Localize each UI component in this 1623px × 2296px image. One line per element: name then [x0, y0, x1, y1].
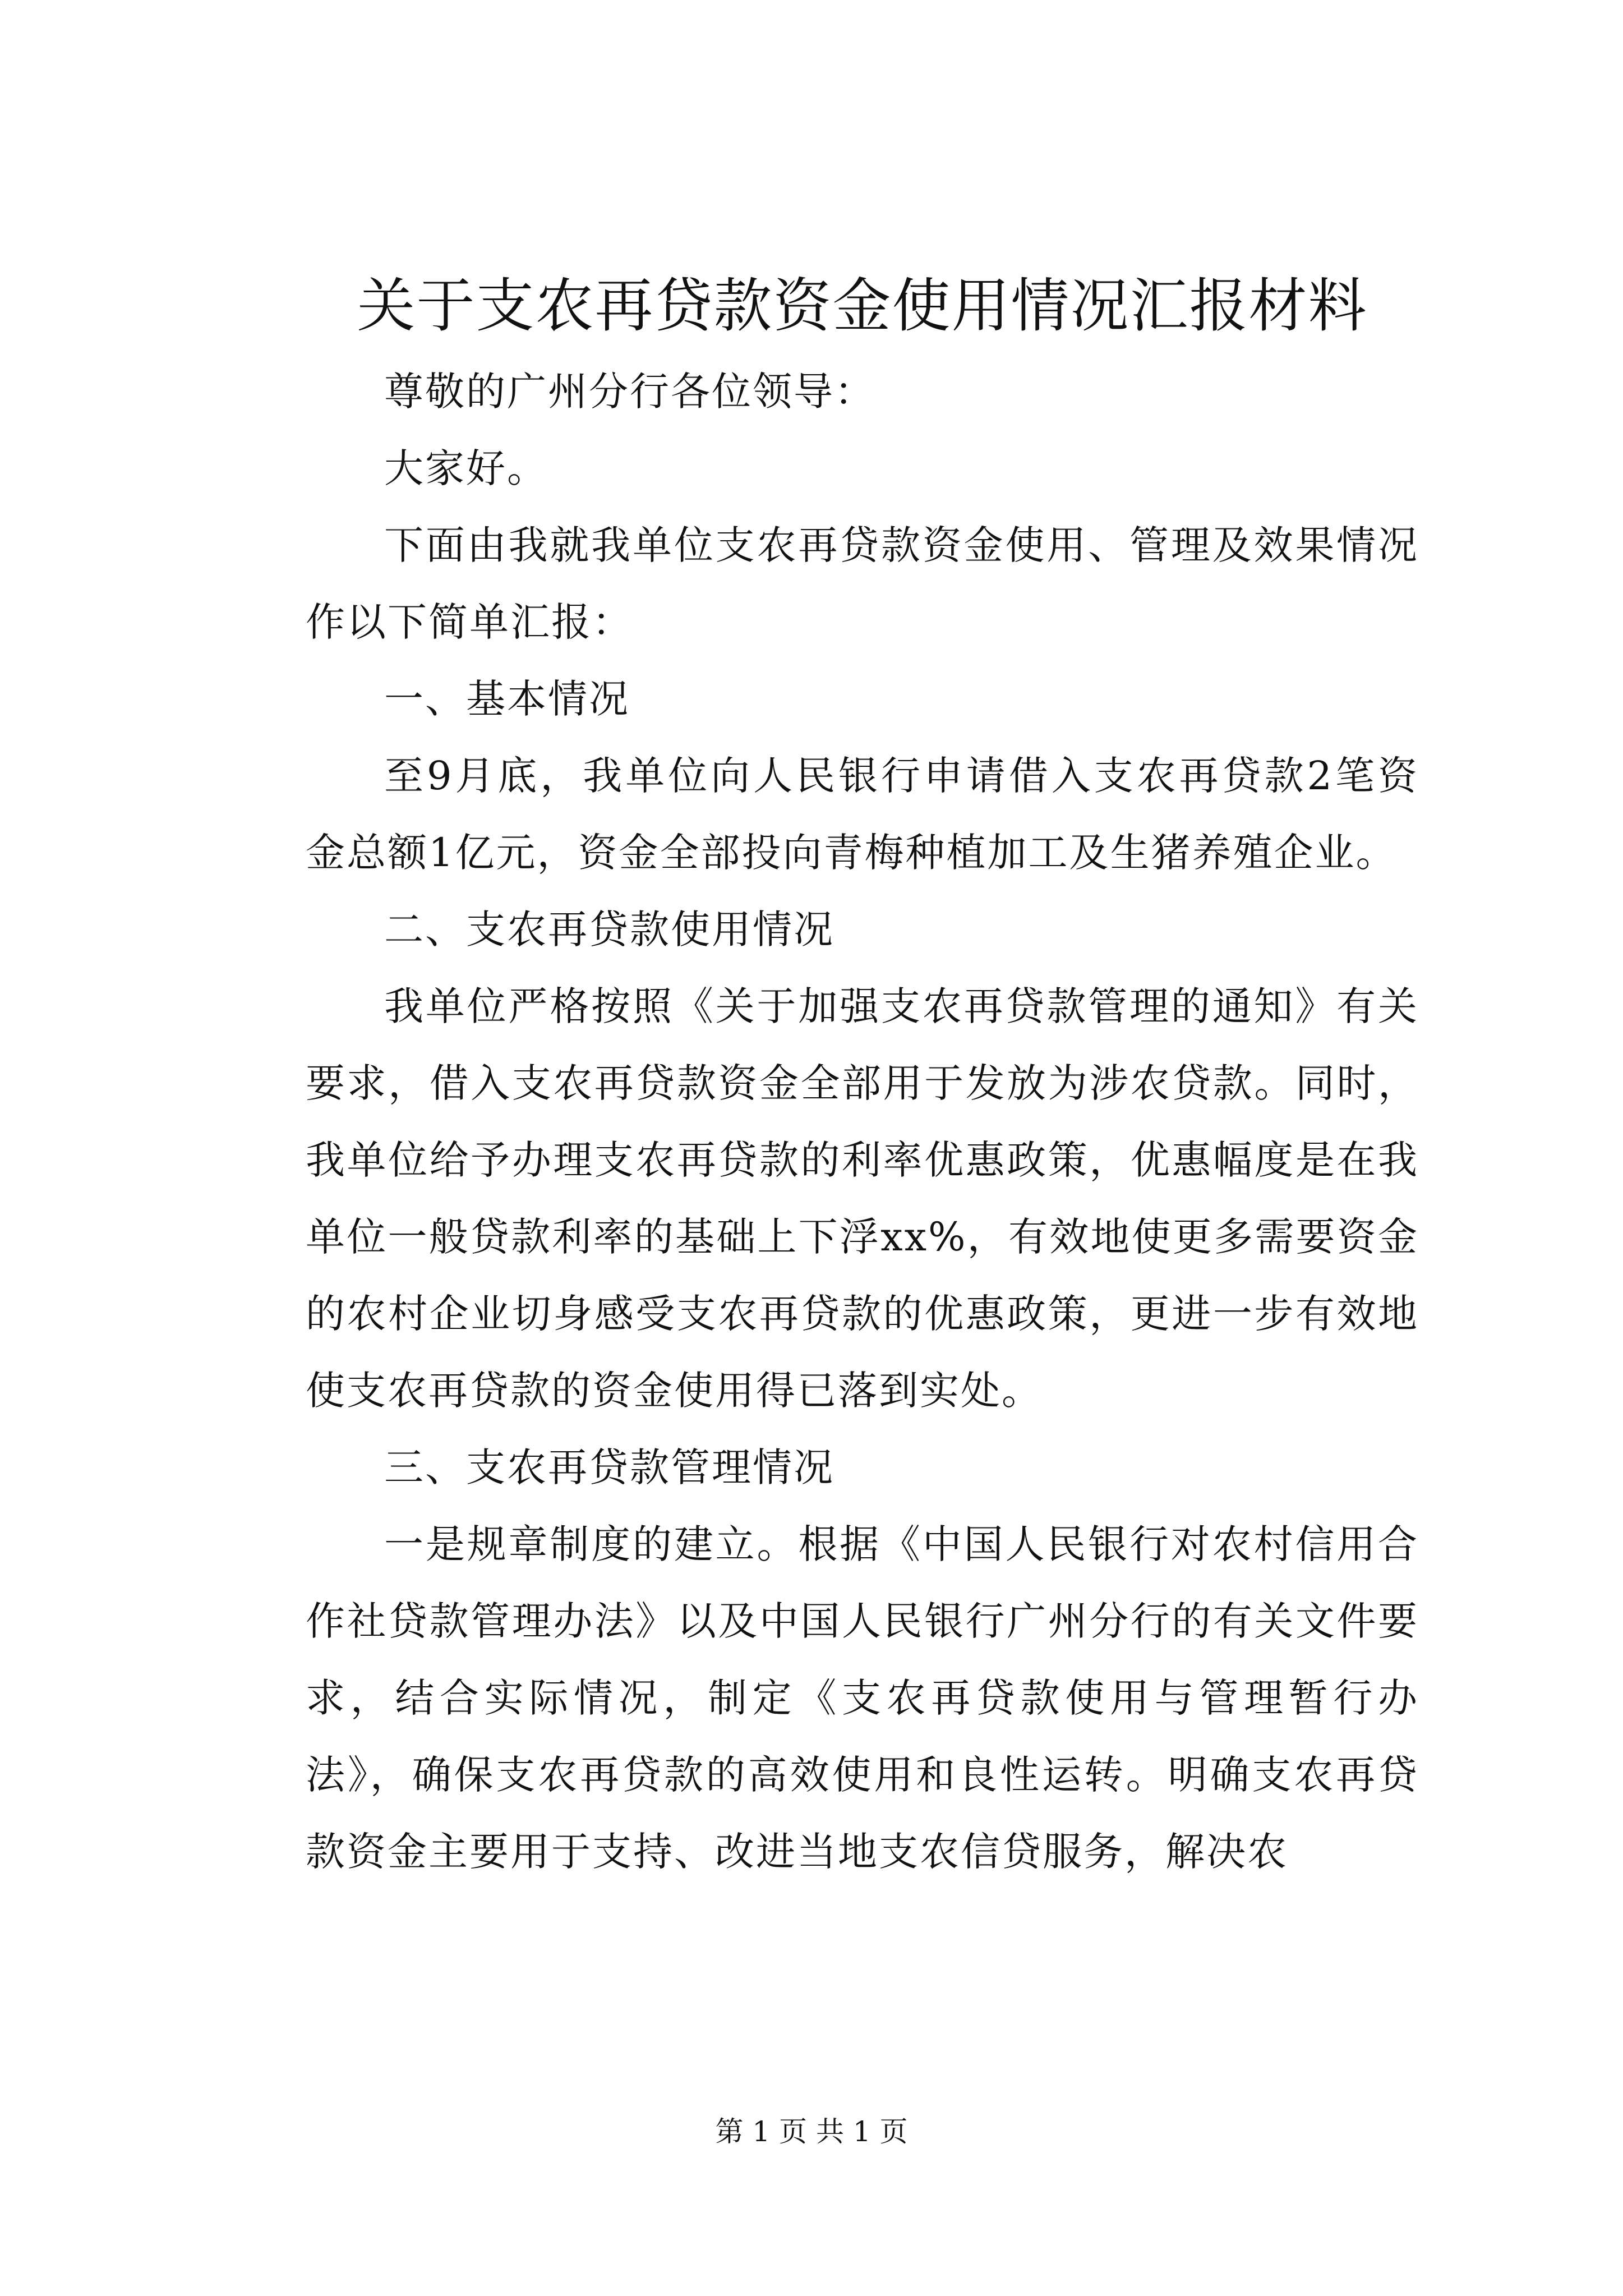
- document-title: 关于支农再贷款资金使用情况汇报材料: [357, 272, 1368, 340]
- section-heading-usage: 二、支农再贷款使用情况: [384, 907, 834, 953]
- management-paragraph: 一是规章制度的建立。根据《中国人民银行对农村信用合作社贷款管理办法》以及中国人民银行广州分行的有关文件要求，结合实际情况，制定《支农再贷款使用与管理暂行办法》，确保支农再贷款的高效使用和良性运转。明确支农再贷款资金主要用于支持、改进当地支农信贷服务，解决农: [306, 1521, 1419, 1875]
- salutation: 尊敬的广州分行各位领导：: [384, 369, 875, 415]
- usage-paragraph: 我单位严格按照《关于加强支农再贷款管理的通知》有关要求，借入支农再贷款资金全部用于发放为涉农贷款。同时，我单位给予办理支农再贷款的利率优惠政策，优惠幅度是在我单位一般贷款利率的基础上下浮xx%，有效地使更多需要资金的农村企业切身感受支农再贷款的优惠政策，更进一步有效地使支农再贷款的资金使用得已落到实处。: [306, 983, 1419, 1414]
- page-footer: 第 1 页 共 1 页: [715, 2115, 908, 2148]
- intro-paragraph: 下面由我就我单位支农再贷款资金使用、管理及效果情况作以下简单汇报：: [306, 522, 1419, 645]
- basic-info-paragraph: 至9月底，我单位向人民银行申请借入支农再贷款2笔资金总额1亿元，资金全部投向青梅种植加工及生猪养殖企业。: [306, 753, 1419, 876]
- section-heading-management: 三、支农再贷款管理情况: [384, 1444, 834, 1490]
- document-body: [306, 264, 1419, 1890]
- section-heading-basic: 一、基本情况: [384, 676, 630, 722]
- greeting: 大家好。: [384, 445, 548, 491]
